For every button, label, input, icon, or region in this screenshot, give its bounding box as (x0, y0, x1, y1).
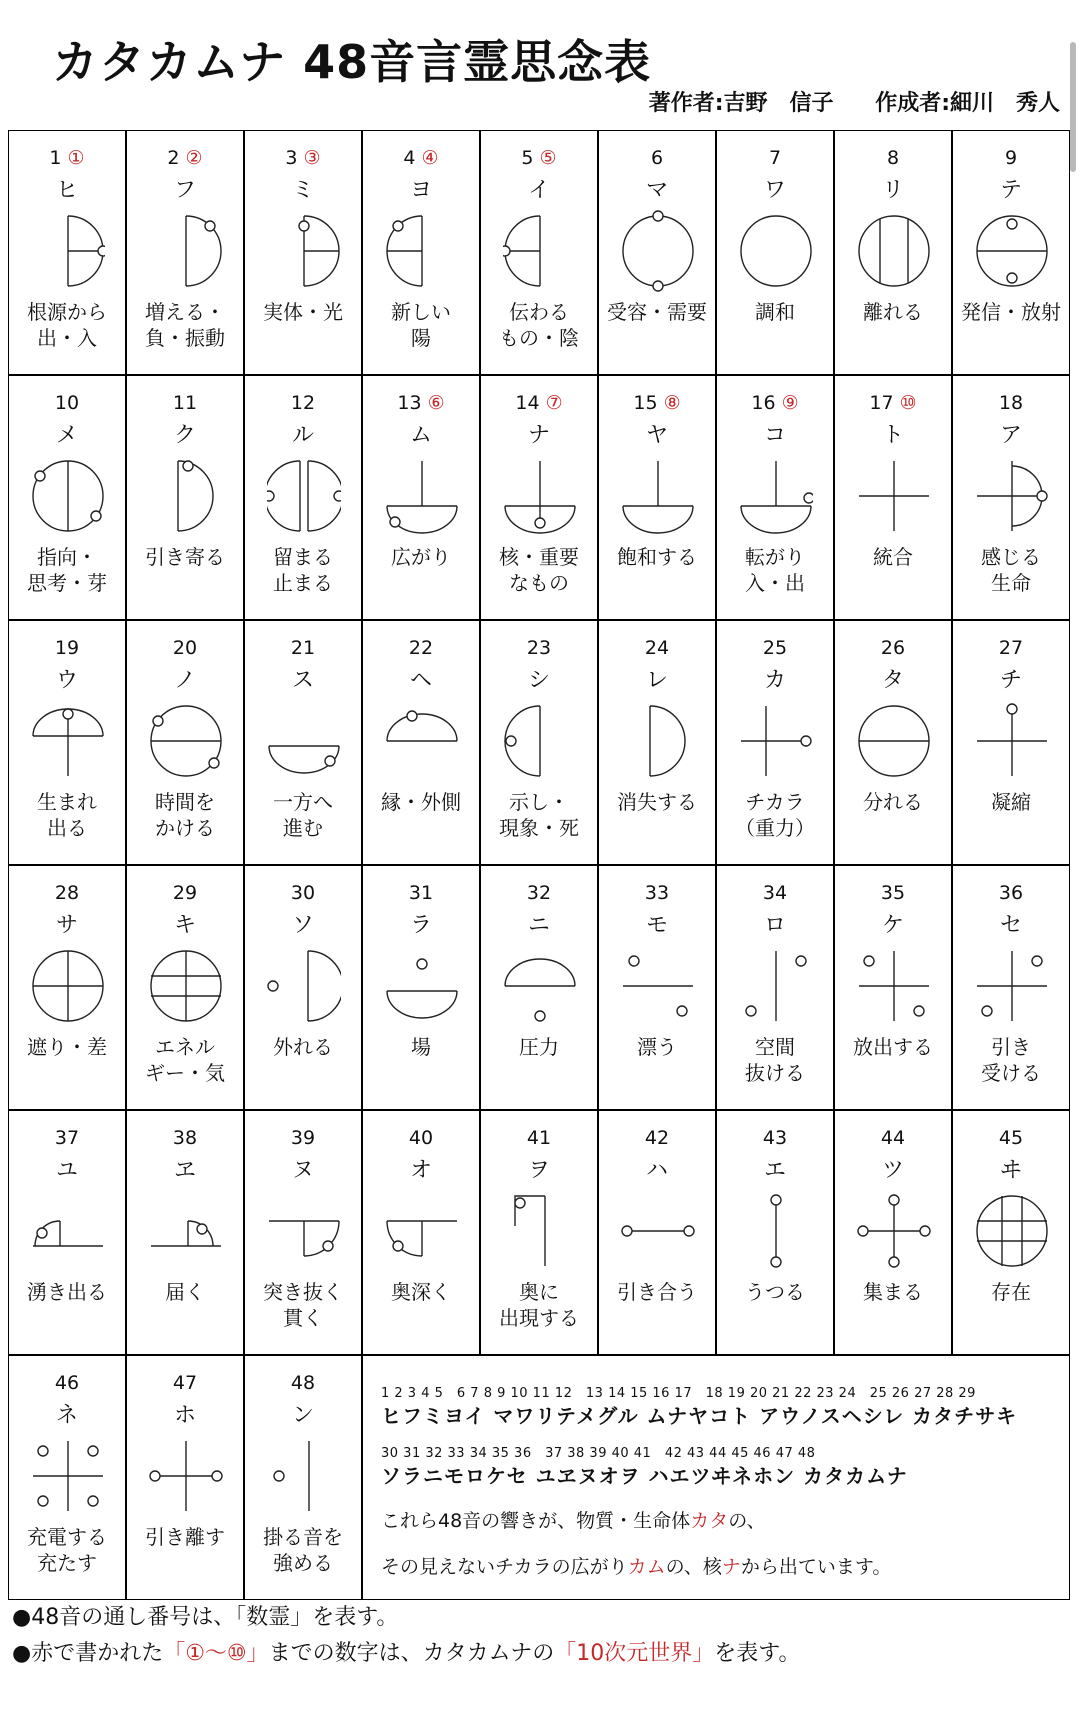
meaning-text: 増える・ 負・振動 (145, 300, 225, 350)
katakamuna-glyph-icon (621, 446, 695, 556)
katakamuna-glyph-icon (149, 446, 223, 556)
sound-number: 16 ⑨ (751, 392, 799, 414)
sound-cell (244, 375, 362, 620)
meaning-text: 転がり 入・出 (745, 545, 805, 595)
kana-label: サ (55, 913, 78, 938)
meaning-text: 離れる (863, 300, 923, 324)
katakamuna-glyph-icon (385, 1181, 459, 1291)
sound-cell (244, 1355, 362, 1600)
sound-number: 48 (290, 1372, 316, 1394)
katakamuna-glyph-icon (621, 691, 695, 801)
katakamuna-glyph-icon (31, 201, 105, 311)
kana-label: ロ (763, 913, 786, 938)
katakamuna-glyph-icon (149, 201, 223, 311)
sound-number: 35 (880, 882, 906, 904)
kana-label: ヤ (645, 423, 668, 448)
meaning-text: 引き合う (617, 1280, 697, 1304)
kana-label: リ (881, 178, 904, 203)
katakamuna-glyph-icon (149, 1426, 223, 1536)
sound-number: 9 (1004, 147, 1018, 169)
sound-cell (834, 130, 952, 375)
meaning-text: 場 (411, 1035, 431, 1059)
meaning-text: 飽和する (617, 545, 697, 569)
katakamuna-glyph-icon (267, 936, 341, 1046)
sound-cell (834, 1110, 952, 1355)
kana-label: オ (409, 1158, 432, 1183)
sound-cell (598, 1110, 716, 1355)
kana-label: ン (291, 1403, 314, 1428)
legend-sentence-1: これら48音の響きが、物質・生命体カタの、 (381, 1510, 766, 1532)
sound-number: 2 ② (167, 147, 203, 169)
sound-number: 36 (998, 882, 1024, 904)
sound-number: 3 ③ (285, 147, 321, 169)
meaning-text: 伝わる もの・陰 (499, 300, 579, 350)
sound-number: 12 (290, 392, 316, 414)
sound-cell (8, 1110, 126, 1355)
sound-cell (362, 620, 480, 865)
sound-number: 40 (408, 1127, 434, 1149)
kana-label: ホ (173, 1403, 196, 1428)
kana-label: イ (527, 178, 550, 203)
kana-label: ル (291, 423, 314, 448)
meaning-text: 生まれ 出る (37, 790, 97, 840)
katakamuna-glyph-icon (975, 1181, 1049, 1291)
sound-cell (8, 130, 126, 375)
sound-number: 32 (526, 882, 552, 904)
katakamuna-glyph-icon (31, 446, 105, 556)
sound-number: 6 (650, 147, 664, 169)
creator-label: 作成者:細川 秀人 (875, 91, 1060, 116)
katakamuna-glyph-icon (267, 1426, 341, 1536)
dimension-marker: ⑦ (545, 392, 563, 414)
sound-number: 15 ⑧ (633, 392, 681, 414)
kana-label: ヨ (409, 178, 432, 203)
page-title: カタカムナ 48音言霊思念表 (52, 35, 652, 89)
sound-number: 25 (762, 637, 788, 659)
meaning-text: 消失する (617, 790, 697, 814)
sound-number: 27 (998, 637, 1024, 659)
kana-label: ヱ (173, 1158, 196, 1183)
sound-number: 13 ⑥ (397, 392, 445, 414)
kana-label: ア (999, 423, 1022, 448)
meaning-text: 集まる (863, 1280, 923, 1304)
katakamuna-glyph-icon (385, 936, 459, 1046)
katakamuna-glyph-icon (621, 1181, 695, 1291)
katakamuna-glyph-icon (385, 446, 459, 556)
meaning-text: 分れる (863, 790, 923, 814)
footnote-2: ●赤で書かれた「①～⑩」までの数字は、カタカムナの「10次元世界」を表す。 (12, 1641, 801, 1666)
legend-kana-row-2: ソラニモロケセ ユヱヌオヲ ハエツヰネホン カタカムナ (381, 1464, 908, 1488)
sound-number: 7 (768, 147, 782, 169)
sound-cell (952, 1110, 1070, 1355)
katakamuna-glyph-icon (31, 691, 105, 801)
sound-number: 11 (172, 392, 198, 414)
meaning-text: 引き離す (145, 1525, 225, 1549)
katakamuna-glyph-icon (267, 1181, 341, 1291)
katakamuna-glyph-icon (31, 1426, 105, 1536)
meaning-text: 掛る音を 強める (263, 1525, 343, 1575)
katakamuna-glyph-icon (267, 691, 341, 801)
kana-label: ヒ (55, 178, 78, 203)
kana-label: ワ (763, 178, 786, 203)
kana-label: メ (55, 423, 78, 448)
kana-label: ス (291, 668, 314, 693)
sound-cell (834, 375, 952, 620)
sound-cell (244, 620, 362, 865)
sound-cell (598, 865, 716, 1110)
kana-label: ナ (527, 423, 550, 448)
sound-cell (244, 1110, 362, 1355)
meaning-text: 核・重要 なもの (499, 545, 579, 595)
meaning-text: 調和 (755, 300, 795, 324)
meaning-text: 示し・ 現象・死 (499, 790, 579, 840)
meaning-text: 凝縮 (991, 790, 1031, 814)
katakamuna-glyph-icon (31, 936, 105, 1046)
sound-cell (8, 865, 126, 1110)
sound-cell (362, 130, 480, 375)
footnote-1: ●48音の通し番号は、「数霊」を表す。 (12, 1605, 399, 1630)
meaning-text: 受容・需要 (607, 300, 707, 324)
sound-cell (716, 375, 834, 620)
meaning-text: 湧き出る (27, 1280, 107, 1304)
meaning-text: 圧力 (519, 1035, 559, 1059)
sound-cell (8, 620, 126, 865)
meaning-text: 引き寄る (145, 545, 225, 569)
kana-label: フ (173, 178, 196, 203)
sound-cell (244, 130, 362, 375)
sound-cell (244, 865, 362, 1110)
dimension-marker: ③ (303, 147, 321, 169)
sound-number: 17 ⑩ (869, 392, 917, 414)
sound-cell (952, 865, 1070, 1110)
meaning-text: 外れる (273, 1035, 333, 1059)
meaning-text: 指向・ 思考・芽 (27, 545, 107, 595)
dimension-marker: ① (67, 147, 85, 169)
meaning-text: 突き抜く 貫く (263, 1280, 343, 1330)
katakamuna-glyph-icon (739, 201, 813, 311)
katakamuna-glyph-icon (857, 201, 931, 311)
katakamuna-glyph-icon (503, 936, 577, 1046)
sound-cell (716, 130, 834, 375)
sound-number: 20 (172, 637, 198, 659)
katakamuna-glyph-icon (385, 201, 459, 311)
katakamuna-glyph-icon (31, 1181, 105, 1291)
katakamuna-glyph-icon (739, 691, 813, 801)
kana-label: ヌ (291, 1158, 314, 1183)
kana-label: ク (173, 423, 196, 448)
kana-label: シ (527, 668, 550, 693)
sound-number: 41 (526, 1127, 552, 1149)
credits (615, 86, 1060, 117)
katakamuna-glyph-icon (267, 446, 341, 556)
katakamuna-glyph-icon (739, 446, 813, 556)
katakamuna-glyph-icon (975, 201, 1049, 311)
sound-number: 14 ⑦ (515, 392, 563, 414)
sound-cell (716, 620, 834, 865)
katakamuna-glyph-icon (503, 1181, 577, 1291)
sound-number: 33 (644, 882, 670, 904)
meaning-text: 統合 (873, 545, 913, 569)
meaning-text: 一方へ 進む (273, 790, 333, 840)
sound-cell (716, 1110, 834, 1355)
meaning-text: 広がり (391, 545, 451, 569)
sound-number: 31 (408, 882, 434, 904)
kana-label: レ (645, 668, 668, 693)
sound-number: 44 (880, 1127, 906, 1149)
katakamuna-glyph-icon (857, 446, 931, 556)
dimension-marker: ⑧ (663, 392, 681, 414)
footnotes (12, 1600, 800, 1672)
katakamuna-glyph-icon (149, 691, 223, 801)
katakamuna-glyph-icon (739, 936, 813, 1046)
sound-cell (834, 620, 952, 865)
sound-number: 23 (526, 637, 552, 659)
sound-number: 34 (762, 882, 788, 904)
katakamuna-glyph-icon (857, 691, 931, 801)
kana-label: ト (881, 423, 904, 448)
sound-number: 43 (762, 1127, 788, 1149)
katakamuna-glyph-icon (385, 691, 459, 801)
sound-number: 39 (290, 1127, 316, 1149)
sound-cell (598, 130, 716, 375)
kana-label: ソ (291, 913, 314, 938)
sound-cell (126, 130, 244, 375)
sound-number: 19 (54, 637, 80, 659)
sound-cell (480, 620, 598, 865)
katakamuna-glyph-icon (857, 1181, 931, 1291)
dimension-marker: ⑥ (427, 392, 445, 414)
legend-kana-row-1: ヒフミヨイ マワリテメグル ムナヤコト アウノスヘシレ カタチサキ (381, 1404, 1018, 1428)
katakamuna-glyph-icon (975, 446, 1049, 556)
meaning-text: エネル ギー・気 (145, 1035, 225, 1085)
katakamuna-glyph-icon (267, 201, 341, 311)
sound-number: 38 (172, 1127, 198, 1149)
meaning-text: チカラ （重力） (735, 790, 815, 840)
sound-cell (480, 130, 598, 375)
sound-number: 5 ⑤ (521, 147, 557, 169)
kana-label: ツ (881, 1158, 904, 1183)
sound-cell (480, 865, 598, 1110)
dimension-marker: ⑤ (539, 147, 557, 169)
sound-number: 21 (290, 637, 316, 659)
sound-cell (952, 375, 1070, 620)
sound-cell (126, 1110, 244, 1355)
meaning-text: 根源から 出・入 (27, 300, 107, 350)
sound-number: 26 (880, 637, 906, 659)
sound-cell (362, 865, 480, 1110)
katakamuna-glyph-icon (739, 1181, 813, 1291)
kana-label: カ (763, 668, 786, 693)
meaning-text: 留まる 止まる (273, 545, 333, 595)
sound-number: 37 (54, 1127, 80, 1149)
meaning-text: 漂う (637, 1035, 677, 1059)
meaning-text: 空間 抜ける (745, 1035, 805, 1085)
meaning-text: 実体・光 (263, 300, 343, 324)
katakamuna-glyph-icon (975, 936, 1049, 1046)
sound-number: 46 (54, 1372, 80, 1394)
author-label: 著作者:吉野 信子 (648, 91, 834, 116)
katakamuna-glyph-icon (975, 691, 1049, 801)
sound-cell (480, 1110, 598, 1355)
sound-cell (362, 375, 480, 620)
katakamuna-glyph-icon (503, 446, 577, 556)
sound-cell (362, 1110, 480, 1355)
sound-number: 42 (644, 1127, 670, 1149)
katakamuna-glyph-icon (149, 1181, 223, 1291)
kana-label: ネ (55, 1403, 78, 1428)
katakamuna-glyph-icon (621, 201, 695, 311)
scrollbar[interactable] (1070, 42, 1076, 172)
sound-number: 47 (172, 1372, 198, 1394)
katakamuna-glyph-icon (149, 936, 223, 1046)
sound-number: 24 (644, 637, 670, 659)
dimension-marker: ⑨ (781, 392, 799, 414)
sound-cell (598, 620, 716, 865)
dimension-marker: ④ (421, 147, 439, 169)
kana-label: セ (999, 913, 1022, 938)
meaning-text: 届く (165, 1280, 205, 1304)
sound-cell (126, 375, 244, 620)
sound-cell (952, 130, 1070, 375)
kana-label: キ (173, 913, 196, 938)
kana-label: ウ (55, 668, 78, 693)
katakamuna-glyph-icon (857, 936, 931, 1046)
meaning-text: 奥に 出現する (499, 1280, 579, 1330)
katakamuna-glyph-icon (503, 201, 577, 311)
legend-numbers-row-1: 1 2 3 4 5 6 7 8 9 10 11 12 13 14 15 16 17 18 19 20 21 22 23 24 25 26 27 28 29 (381, 1386, 976, 1401)
legend-numbers-row-2: 30 31 32 33 34 35 36 37 38 39 40 41 42 43 44 45 46 47 48 (381, 1446, 816, 1461)
sound-cell (716, 865, 834, 1110)
kana-label: ケ (881, 913, 904, 938)
kana-label: コ (763, 423, 786, 448)
meaning-text: 時間を かける (155, 790, 215, 840)
kana-label: ラ (409, 913, 432, 938)
meaning-text: 引き 受ける (981, 1035, 1041, 1085)
meaning-text: うつる (745, 1280, 805, 1304)
kana-label: ヲ (527, 1158, 550, 1183)
kana-label: ハ (645, 1158, 668, 1183)
sound-number: 22 (408, 637, 434, 659)
meaning-text: 奥深く (391, 1280, 451, 1304)
sound-number: 4 ④ (403, 147, 439, 169)
sound-cell (598, 375, 716, 620)
sound-number: 29 (172, 882, 198, 904)
katakamuna-glyph-icon (503, 691, 577, 801)
kana-label: ヰ (999, 1158, 1022, 1183)
meaning-text: 充電する 充たす (27, 1525, 107, 1575)
meaning-text: 存在 (991, 1280, 1031, 1304)
sound-number: 28 (54, 882, 80, 904)
sound-cell (126, 620, 244, 865)
dimension-marker: ⑩ (899, 392, 917, 414)
sound-number: 8 (886, 147, 900, 169)
kana-label: ミ (291, 178, 314, 203)
kana-label: ニ (527, 913, 550, 938)
kana-label: モ (645, 913, 668, 938)
sound-cell (834, 865, 952, 1110)
kana-label: ユ (55, 1158, 78, 1183)
meaning-text: 感じる 生命 (981, 545, 1041, 595)
legend-sentence-2: その見えないチカラの広がりカムの、核ナから出ています。 (381, 1556, 892, 1578)
meaning-text: 新しい 陽 (391, 300, 451, 350)
kana-label: タ (881, 668, 904, 693)
meaning-text: 放出する (853, 1035, 933, 1059)
meaning-text: 発信・放射 (961, 300, 1061, 324)
kana-label: ム (409, 423, 432, 448)
sound-number: 18 (998, 392, 1024, 414)
sound-cell (8, 375, 126, 620)
sound-number: 45 (998, 1127, 1024, 1149)
meaning-text: 遮り・差 (27, 1035, 107, 1059)
sound-number: 1 ① (49, 147, 85, 169)
katakamuna-glyph-icon (621, 936, 695, 1046)
legend-box (362, 1355, 1070, 1600)
sound-cell (952, 620, 1070, 865)
meaning-text: 縁・外側 (381, 790, 461, 814)
sound-cell (126, 1355, 244, 1600)
kana-label: チ (999, 668, 1022, 693)
kana-label: ヘ (409, 668, 432, 693)
kana-label: エ (763, 1158, 786, 1183)
kana-label: テ (999, 178, 1022, 203)
sound-number: 30 (290, 882, 316, 904)
kana-label: マ (645, 178, 668, 203)
dimension-marker: ② (185, 147, 203, 169)
sound-cell (126, 865, 244, 1110)
kana-label: ノ (173, 668, 196, 693)
sound-number: 10 (54, 392, 80, 414)
sound-cell (8, 1355, 126, 1600)
sound-cell (480, 375, 598, 620)
